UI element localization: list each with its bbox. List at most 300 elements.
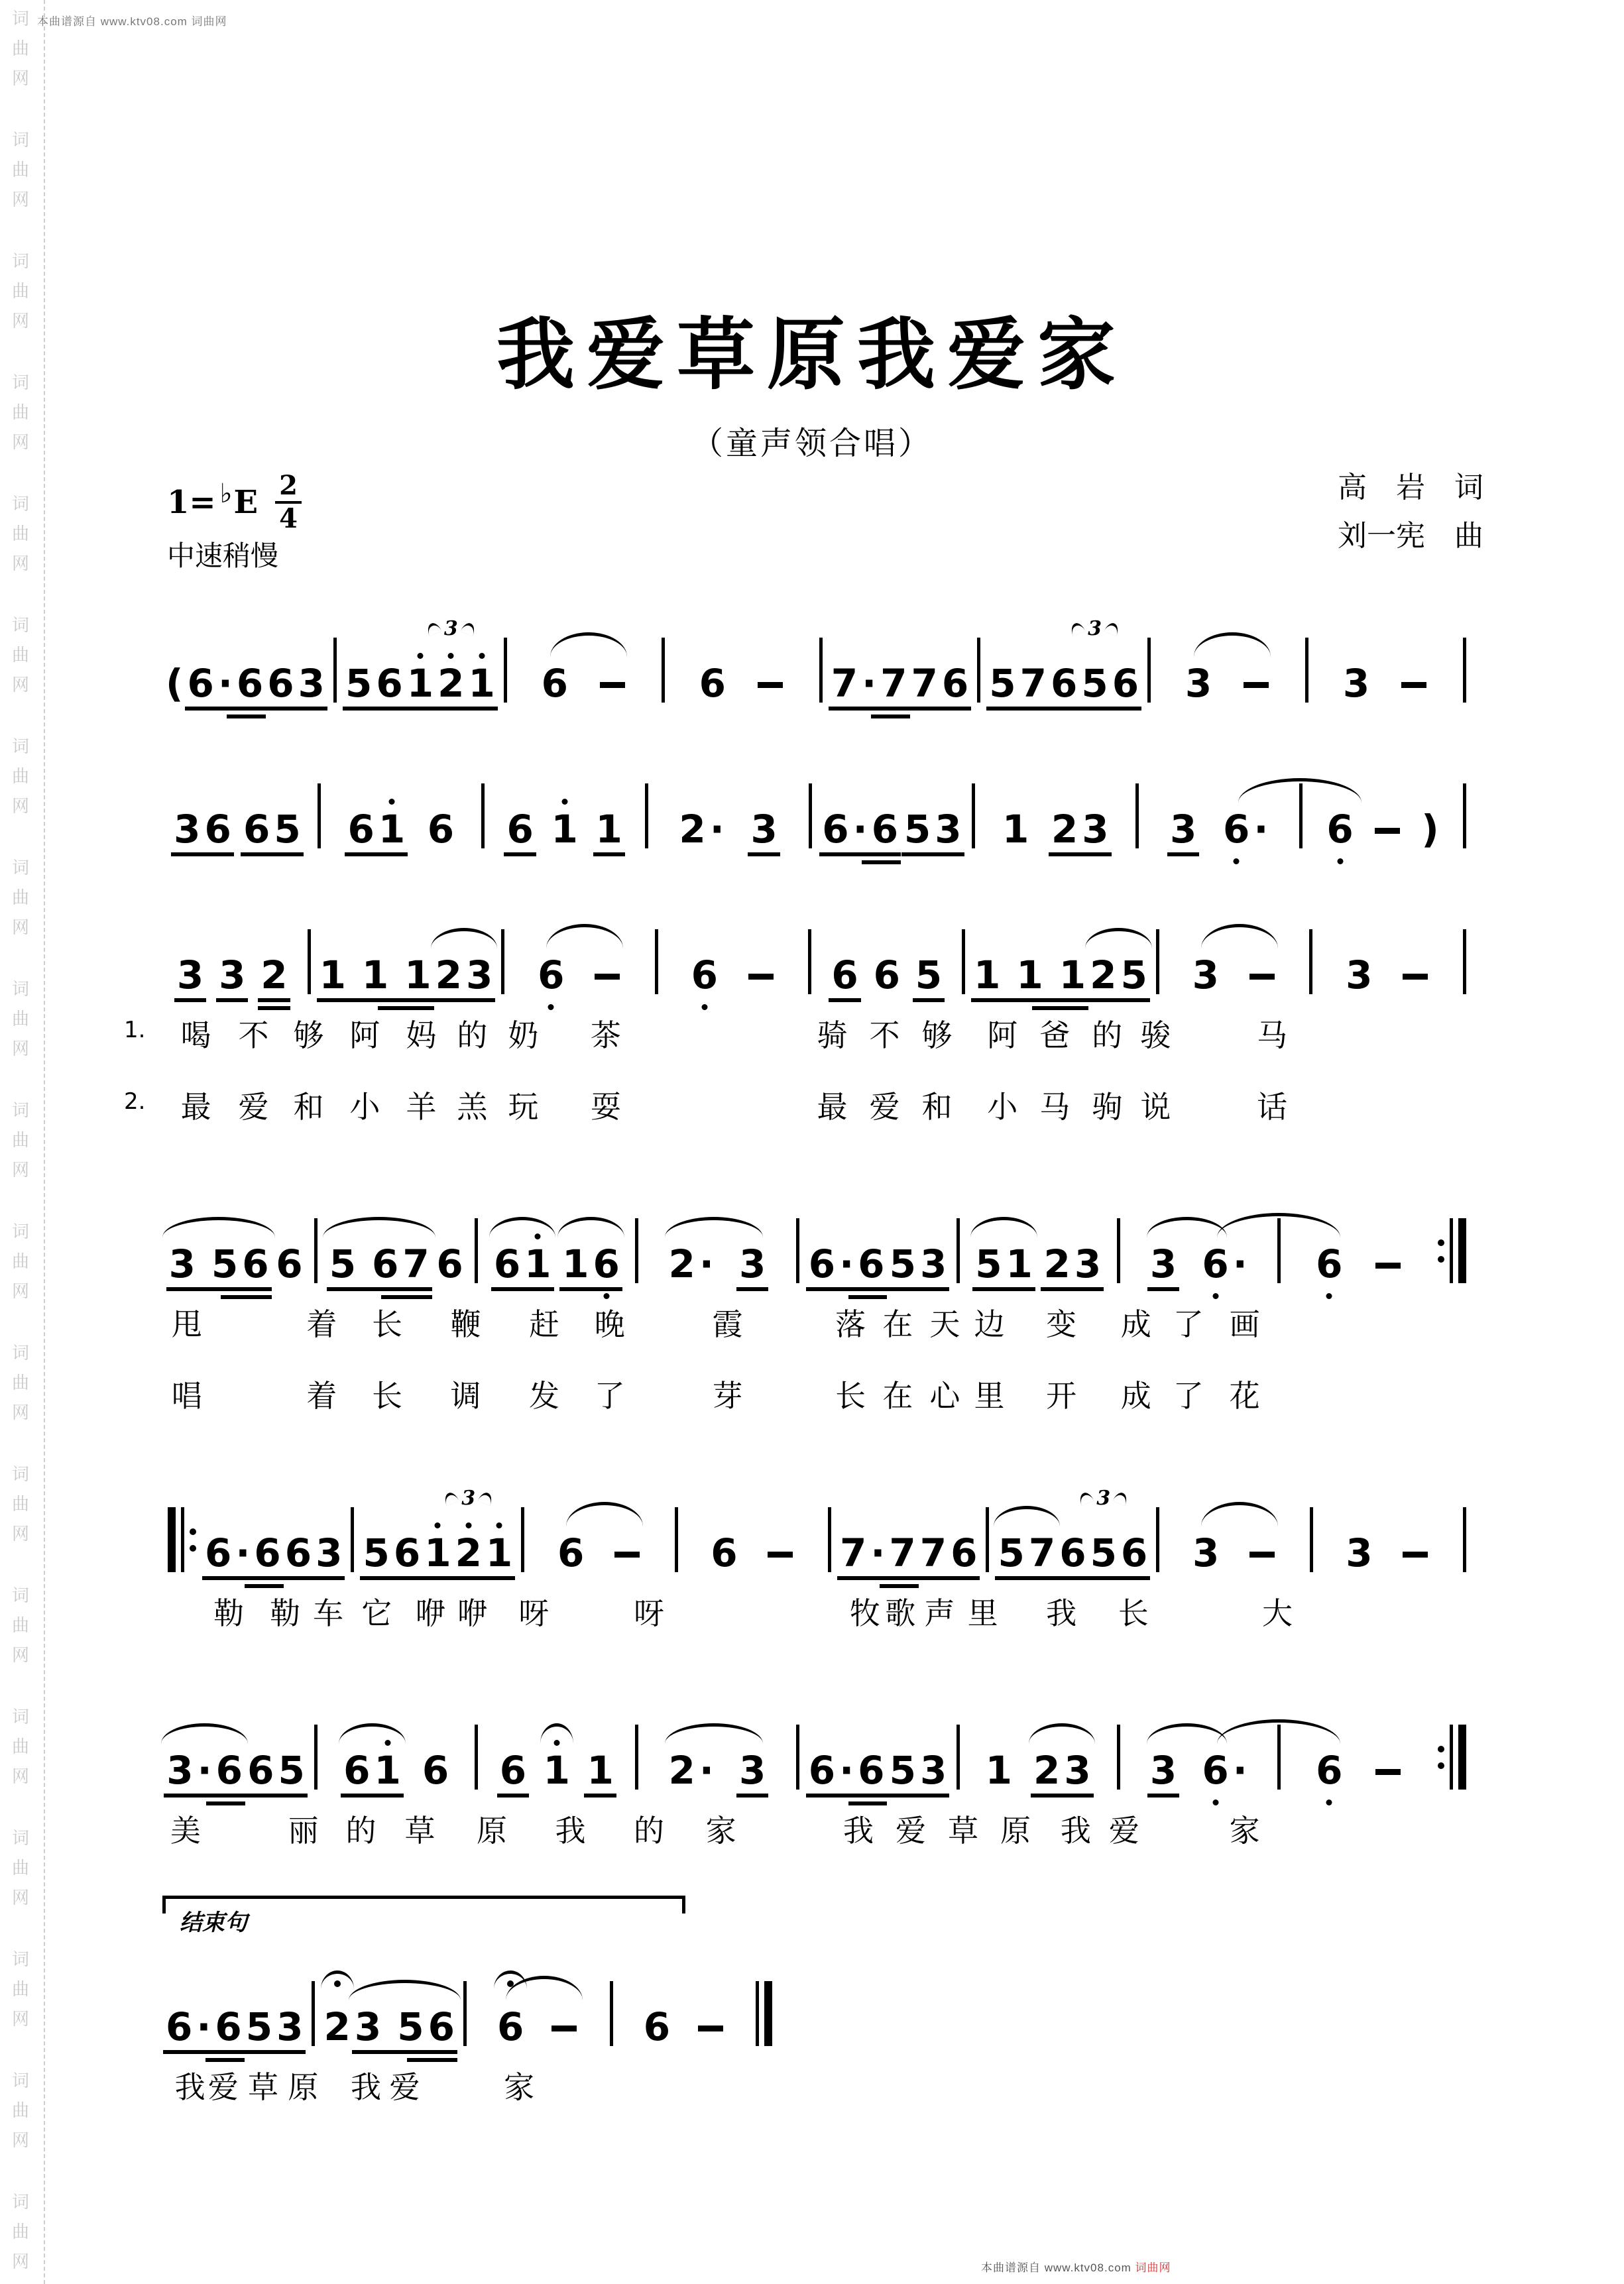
lyric-syllable: 马 bbox=[1039, 1090, 1072, 1124]
note-group: 6 · 6 bbox=[820, 810, 900, 848]
lyric-syllable: 最 bbox=[817, 1090, 849, 1124]
measure bbox=[320, 2004, 457, 2049]
measure bbox=[828, 661, 972, 706]
side-watermark-char: 网 bbox=[12, 1524, 30, 1544]
note-group: 3 bbox=[737, 1245, 768, 1283]
measure bbox=[965, 1241, 1112, 1286]
measure bbox=[162, 661, 328, 706]
barline bbox=[1117, 1218, 1120, 1283]
note-group: 1 bbox=[985, 1748, 1012, 1793]
side-watermark-char: 网 bbox=[12, 190, 30, 209]
lyric-syllable: 调 bbox=[450, 1379, 483, 1413]
lyric-syllable: 芽 bbox=[712, 1379, 744, 1413]
note-group: 1 1 1 bbox=[972, 956, 1088, 994]
note-group: 3 bbox=[1190, 956, 1221, 994]
barline bbox=[962, 929, 965, 994]
lyric-syllable: 里 bbox=[967, 1597, 1000, 1630]
verse-number: 2. bbox=[124, 1088, 146, 1115]
side-watermark-char: 曲 bbox=[12, 1373, 30, 1393]
lyric-syllable: 说 bbox=[1140, 1090, 1173, 1124]
note-group: ( bbox=[166, 661, 184, 706]
note-group: 3 6 bbox=[172, 810, 233, 848]
measure bbox=[1314, 661, 1458, 706]
lyric-syllable: 落 bbox=[835, 1308, 868, 1342]
lyric-syllable: 奶 bbox=[508, 1019, 540, 1053]
side-watermark-char: 曲 bbox=[12, 2101, 30, 2120]
measure bbox=[162, 807, 312, 852]
bottom-watermark-site: 词曲网 bbox=[1135, 2261, 1171, 2274]
lyric-syllable: 天 bbox=[929, 1308, 962, 1342]
note-group: 3 bbox=[1190, 1534, 1221, 1572]
note-group: 6 · bbox=[1200, 1245, 1249, 1283]
note-group: 5 3 bbox=[244, 2008, 306, 2046]
ending-bracket bbox=[162, 1896, 685, 1935]
side-watermark-char: 词 bbox=[12, 1222, 30, 1241]
note-group: 6 bbox=[422, 1748, 449, 1793]
barline bbox=[756, 1981, 772, 2046]
note-group: 5 3 bbox=[888, 1245, 949, 1283]
lyric-syllable: 晚 bbox=[594, 1308, 626, 1342]
barline bbox=[501, 929, 504, 994]
lyric-syllable: 不 bbox=[869, 1019, 901, 1053]
note-group: 1 2 1 3 bbox=[405, 664, 497, 703]
lyric-syllable: 鞭 bbox=[450, 1308, 483, 1342]
note-group: 6 1 bbox=[492, 1245, 553, 1283]
barline bbox=[475, 1725, 478, 1790]
note-group: 1 6 bbox=[560, 1245, 622, 1283]
measure bbox=[1156, 661, 1300, 706]
side-watermark-char: 网 bbox=[12, 675, 30, 695]
lyric-syllable: 车 bbox=[313, 1597, 345, 1630]
note-group: 6 bbox=[829, 956, 860, 994]
side-watermark-char: 曲 bbox=[12, 160, 30, 180]
song-title: 我爱草原我爱家 bbox=[496, 312, 1128, 399]
key-signature bbox=[167, 472, 302, 533]
lyric-syllable: 成 bbox=[1120, 1379, 1153, 1413]
lyric-syllable: 发 bbox=[529, 1379, 561, 1413]
barline bbox=[986, 1507, 989, 1572]
barline bbox=[675, 1507, 678, 1572]
barline bbox=[1463, 638, 1466, 703]
side-watermark-char: 词 bbox=[12, 373, 30, 392]
note-group bbox=[744, 971, 778, 994]
note-group: 3 bbox=[1346, 952, 1373, 998]
lyric-syllable: 草 bbox=[248, 2071, 280, 2104]
note-group: 1 1 1 bbox=[318, 956, 434, 994]
side-watermark-char: 网 bbox=[12, 69, 30, 88]
note-group: 6 3 bbox=[265, 664, 327, 703]
note-row bbox=[162, 883, 1472, 998]
measure bbox=[490, 807, 640, 852]
lyric-syllable: 小 bbox=[987, 1090, 1019, 1124]
lyric-syllable: 最 bbox=[180, 1090, 213, 1124]
note-group: 6 · 6 bbox=[807, 1751, 887, 1790]
note-group: 6 bbox=[540, 664, 570, 703]
note-group: 2 3 bbox=[434, 956, 495, 994]
note-group: 5 6 7 bbox=[327, 1245, 432, 1283]
note-group: 5 bbox=[361, 1534, 391, 1572]
lyric-syllable: 咿 bbox=[415, 1597, 447, 1630]
note-group: 2 3 bbox=[1041, 1245, 1103, 1283]
note-group: 5 bbox=[913, 956, 944, 994]
lyric-syllable: 在 bbox=[882, 1308, 915, 1342]
lyric-syllable: 心 bbox=[929, 1379, 962, 1413]
barline bbox=[635, 1218, 638, 1283]
side-watermark-char: 词 bbox=[12, 494, 30, 514]
lyric-syllable: 呀 bbox=[634, 1597, 666, 1630]
score-system bbox=[162, 591, 1472, 706]
top-watermark: 本曲谱源自 www.ktv08.com 词曲网 bbox=[37, 15, 227, 28]
note-group: 5 3 bbox=[888, 1751, 949, 1790]
side-watermark-char: 词 bbox=[12, 2071, 30, 2090]
lyric-syllable: 马 bbox=[1257, 1019, 1289, 1053]
note-group: 6 bbox=[504, 810, 535, 848]
lyric-syllable: 羔 bbox=[457, 1090, 489, 1124]
note-group: 6 1 bbox=[341, 1751, 403, 1790]
note-group: 6 bbox=[1314, 1751, 1344, 1790]
lyric-syllable: 和 bbox=[921, 1090, 954, 1124]
note-group bbox=[764, 1549, 797, 1572]
lyric-syllable: 美 bbox=[170, 1814, 202, 1848]
barline bbox=[1463, 783, 1466, 848]
note-group: 2 3 bbox=[1031, 1751, 1093, 1790]
measure bbox=[654, 807, 803, 852]
note-group: 5 1 bbox=[973, 1245, 1035, 1283]
barline bbox=[314, 1725, 318, 1790]
barline bbox=[475, 1218, 478, 1283]
lyric-row bbox=[162, 2063, 778, 2118]
note-group: 2 5 bbox=[1088, 956, 1149, 994]
lyric-syllable: 我 bbox=[351, 2071, 383, 2104]
side-watermark-char: 曲 bbox=[12, 1131, 30, 1150]
note-group bbox=[1371, 1260, 1405, 1283]
barline bbox=[1305, 638, 1308, 703]
measure bbox=[162, 2004, 306, 2049]
side-watermark-char: 曲 bbox=[12, 39, 30, 58]
barline bbox=[655, 929, 658, 994]
side-watermark-char: 曲 bbox=[12, 1858, 30, 1878]
score-system bbox=[162, 1678, 1472, 1861]
note-row bbox=[162, 1678, 1472, 1793]
side-watermark-char: 词 bbox=[12, 1829, 30, 1848]
side-watermark-char: 网 bbox=[12, 1403, 30, 1422]
side-watermark-char: 曲 bbox=[12, 767, 30, 786]
note-group: 6 · bbox=[1200, 1751, 1249, 1790]
score-area bbox=[124, 591, 1472, 2152]
side-watermark-char: 曲 bbox=[12, 1252, 30, 1271]
side-watermark-char: 曲 bbox=[12, 1616, 30, 1635]
barline bbox=[521, 1507, 524, 1572]
measure bbox=[1126, 1748, 1272, 1793]
note-group: 3 bbox=[1148, 1245, 1179, 1283]
side-watermark-char: 词 bbox=[12, 9, 30, 29]
lyric-syllable: 长 bbox=[1118, 1597, 1150, 1630]
measure bbox=[162, 952, 302, 998]
side-watermark-char: 网 bbox=[12, 554, 30, 573]
lyric-syllable: 在 bbox=[882, 1379, 915, 1413]
lyric-syllable: 的 bbox=[634, 1814, 666, 1848]
barline bbox=[333, 638, 337, 703]
barline bbox=[314, 1218, 318, 1283]
barline bbox=[828, 1507, 831, 1572]
note-group: 5 7 bbox=[996, 1534, 1057, 1572]
measure bbox=[1165, 952, 1305, 998]
note-group: 3 bbox=[737, 1751, 768, 1790]
lyric-syllable: 爱 bbox=[1108, 1814, 1141, 1848]
measure bbox=[1144, 807, 1294, 852]
score-system bbox=[162, 1172, 1472, 1426]
lyric-syllable: 勒 bbox=[213, 1597, 246, 1630]
measure bbox=[326, 807, 476, 852]
measure bbox=[817, 807, 967, 852]
lyric-syllable: 我 bbox=[1060, 1814, 1092, 1848]
measure bbox=[342, 617, 498, 706]
note-group: 7 6 bbox=[918, 1534, 980, 1572]
note-group: 3 bbox=[748, 810, 779, 848]
lyric-syllable: 呀 bbox=[518, 1597, 551, 1630]
measure bbox=[512, 661, 656, 706]
lyric-syllable: 玩 bbox=[508, 1090, 540, 1124]
barline bbox=[635, 1725, 638, 1790]
barline bbox=[1463, 929, 1466, 994]
measure bbox=[986, 617, 1142, 706]
side-watermark-char: 词 bbox=[12, 131, 30, 150]
note-group: 3 bbox=[1168, 810, 1198, 848]
note-group: 7 bbox=[1018, 664, 1049, 703]
side-watermark-char: 网 bbox=[12, 433, 30, 452]
measure bbox=[994, 1487, 1151, 1575]
lyric-syllable: 着 bbox=[306, 1308, 339, 1342]
note-group bbox=[694, 2023, 727, 2046]
lyric-syllable: 爱 bbox=[896, 1814, 927, 1848]
side-watermark-char: 网 bbox=[12, 1039, 30, 1058]
lyric-syllable: 着 bbox=[306, 1379, 339, 1413]
side-watermark-char: 词 bbox=[12, 980, 30, 999]
measure bbox=[1165, 1530, 1304, 1575]
bottom-watermark bbox=[981, 2258, 1171, 2275]
measure bbox=[1286, 1748, 1432, 1793]
note-group: 6 bbox=[427, 807, 455, 852]
note-row bbox=[162, 737, 1472, 852]
note-group: 3 bbox=[217, 956, 247, 994]
note-group bbox=[1246, 971, 1279, 994]
lyric-syllable: 喝 bbox=[180, 1019, 213, 1053]
lyric-syllable: 茶 bbox=[590, 1019, 622, 1053]
barline bbox=[610, 1981, 613, 2046]
note-group: 6 · 6 bbox=[186, 664, 266, 703]
side-watermark-char: 网 bbox=[12, 797, 30, 816]
measure bbox=[472, 2004, 605, 2049]
note-group: 3 bbox=[175, 956, 205, 994]
lyric-syllable: 爱 bbox=[238, 1090, 270, 1124]
barline bbox=[809, 783, 812, 848]
measure bbox=[530, 1530, 669, 1575]
measure bbox=[683, 1530, 823, 1575]
lyric-syllable: 爸 bbox=[1039, 1019, 1072, 1053]
note-group bbox=[1397, 679, 1430, 703]
lyric-syllable: 我 bbox=[843, 1814, 875, 1848]
barline bbox=[796, 1725, 799, 1790]
note-group: 6 3 bbox=[283, 1534, 345, 1572]
lyric-syllable: 的 bbox=[457, 1019, 489, 1053]
lyric-syllable: 花 bbox=[1229, 1379, 1261, 1413]
lyric-syllable: 了 bbox=[1173, 1379, 1205, 1413]
note-group: 6 bbox=[689, 956, 720, 994]
side-watermark-char: 词 bbox=[12, 1343, 30, 1363]
note-group: 6 bbox=[1324, 810, 1355, 848]
note-group: 6 bbox=[711, 1530, 738, 1575]
side-watermark-char: 曲 bbox=[12, 282, 30, 301]
lyric-syllable: 骏 bbox=[1140, 1019, 1173, 1053]
lyric-syllable: 爱 bbox=[869, 1090, 901, 1124]
note-group: 6 bbox=[536, 956, 566, 994]
note-group bbox=[754, 679, 787, 703]
lyric-syllable: 甩 bbox=[171, 1308, 203, 1342]
lyric-syllable: 了 bbox=[1173, 1308, 1205, 1342]
note-group: 6 5 6 3 bbox=[1057, 1534, 1149, 1572]
lyric-syllable: 原 bbox=[1000, 1814, 1032, 1848]
lyric-syllable: 和 bbox=[293, 1090, 325, 1124]
side-watermark-char: 网 bbox=[12, 1282, 30, 1301]
side-watermark-char: 曲 bbox=[12, 524, 30, 543]
barline bbox=[504, 638, 507, 703]
note-group: 5 bbox=[987, 664, 1017, 703]
note-group bbox=[596, 679, 629, 703]
barline bbox=[1147, 638, 1151, 703]
note-group: 7 6 bbox=[909, 664, 971, 703]
credits bbox=[1338, 464, 1483, 560]
lyric-row bbox=[162, 1589, 1472, 1644]
measure bbox=[510, 952, 650, 998]
note-group: 6 1 bbox=[345, 810, 407, 848]
note-group bbox=[1399, 1549, 1432, 1572]
barline bbox=[808, 929, 811, 994]
measure bbox=[670, 661, 814, 706]
barline bbox=[972, 783, 975, 848]
measure bbox=[1308, 807, 1458, 852]
lyric-syllable: 原 bbox=[477, 1814, 508, 1848]
note-group bbox=[1246, 1549, 1279, 1572]
note-group: 3 5 6 bbox=[353, 2008, 457, 2046]
tempo-marking: 中速稍慢 bbox=[167, 542, 279, 572]
measure bbox=[1286, 1241, 1432, 1286]
side-watermark-char: 曲 bbox=[12, 1009, 30, 1029]
barline bbox=[1310, 1507, 1313, 1572]
note-row bbox=[162, 1935, 778, 2049]
lyric-syllable: 唱 bbox=[171, 1379, 203, 1413]
barline bbox=[1309, 929, 1312, 994]
measure bbox=[970, 952, 1151, 998]
note-group: 1 bbox=[542, 1751, 572, 1790]
barline bbox=[168, 1507, 196, 1572]
note-group: 6 bbox=[495, 2008, 526, 2046]
note-group: 6 bbox=[1314, 1245, 1344, 1283]
measure bbox=[805, 1748, 951, 1793]
note-group: 3 5 6 bbox=[167, 1245, 271, 1283]
lyric-syllable: 边 bbox=[974, 1308, 1006, 1342]
note-group bbox=[610, 1549, 644, 1572]
side-watermark-char: 网 bbox=[12, 1767, 30, 1786]
note-group: 2 bbox=[321, 2008, 352, 2046]
composer-credit: 刘一宪 曲 bbox=[1338, 519, 1483, 552]
lyric-syllable: 的 bbox=[345, 1814, 378, 1848]
measure bbox=[323, 1241, 469, 1286]
note-group: 6 bbox=[555, 1534, 586, 1572]
lyric-syllable: 不 bbox=[238, 1019, 270, 1053]
measure bbox=[980, 807, 1130, 852]
score-system bbox=[124, 883, 1472, 1137]
lyric-syllable: 耍 bbox=[590, 1090, 622, 1124]
lyric-syllable: 小 bbox=[349, 1090, 382, 1124]
key-prefix: 1= bbox=[167, 484, 216, 521]
note-group: 1 bbox=[585, 1751, 615, 1790]
lyric-row bbox=[162, 1300, 1472, 1355]
measure bbox=[483, 1241, 630, 1286]
note-group: 5 bbox=[343, 664, 374, 703]
note-group: 7 · 7 bbox=[829, 664, 909, 703]
measure bbox=[837, 1530, 980, 1575]
lyric-syllable: 歌 bbox=[885, 1597, 917, 1630]
lyric-row bbox=[124, 1011, 1472, 1066]
lyric-syllable: 话 bbox=[1257, 1090, 1289, 1124]
measure bbox=[618, 2004, 751, 2049]
measure bbox=[1318, 1530, 1458, 1575]
barline bbox=[645, 783, 648, 848]
measure bbox=[965, 1748, 1112, 1793]
meter-denominator: 4 bbox=[279, 503, 298, 534]
ending-bracket-label: 结束句 bbox=[180, 1911, 247, 1935]
side-watermark-char: 词 bbox=[12, 1101, 30, 1120]
side-watermark-char: 网 bbox=[12, 918, 30, 937]
side-watermark-char: 词 bbox=[12, 1707, 30, 1727]
key-letter: E bbox=[233, 484, 259, 521]
note-group: 6 bbox=[374, 664, 404, 703]
lyric-syllable: 牧 bbox=[849, 1597, 882, 1630]
barline bbox=[957, 1725, 960, 1790]
lyric-syllable: 羊 bbox=[406, 1090, 438, 1124]
lyric-row bbox=[162, 1807, 1472, 1861]
lyric-syllable: 大 bbox=[1262, 1597, 1294, 1630]
lyric-syllable: 勒 bbox=[269, 1597, 302, 1630]
score-system bbox=[162, 737, 1472, 852]
side-watermark-char: 网 bbox=[12, 312, 30, 331]
note-group: 3 · 6 bbox=[164, 1751, 245, 1790]
barline bbox=[662, 638, 665, 703]
side-watermark-char: 曲 bbox=[12, 2222, 30, 2242]
barline bbox=[318, 783, 321, 848]
barline bbox=[1463, 1507, 1466, 1572]
note-row bbox=[162, 1461, 1472, 1575]
lyric-syllable: 咿 bbox=[457, 1597, 489, 1630]
lyric-syllable: 了 bbox=[594, 1379, 626, 1413]
lyric-syllable: 爱 bbox=[389, 2071, 422, 2104]
side-watermark-char: 词 bbox=[12, 858, 30, 878]
note-group: ) bbox=[1421, 807, 1439, 852]
barline bbox=[481, 783, 485, 848]
side-watermark-char: 词 bbox=[12, 1586, 30, 1605]
barline bbox=[1438, 1218, 1466, 1283]
note-group: 6 · 6 bbox=[807, 1245, 887, 1283]
side-watermark-char: 曲 bbox=[12, 888, 30, 907]
lyric-syllable: 家 bbox=[705, 1814, 738, 1848]
note-row bbox=[162, 1172, 1472, 1286]
lyric-syllable: 我 bbox=[555, 1814, 587, 1848]
lyric-syllable: 阿 bbox=[349, 1019, 382, 1053]
lyric-syllable: 爱 bbox=[207, 2071, 240, 2104]
lyric-syllable: 声 bbox=[924, 1597, 957, 1630]
measure bbox=[162, 1748, 309, 1793]
lyric-syllable: 丽 bbox=[288, 1814, 320, 1848]
